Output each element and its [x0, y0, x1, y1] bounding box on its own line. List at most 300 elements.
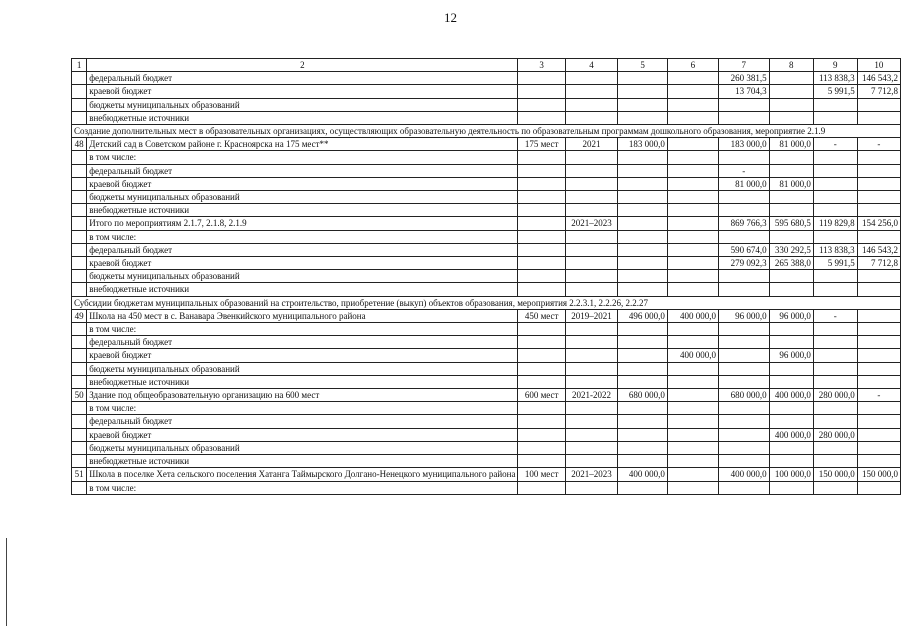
table-cell	[718, 349, 769, 362]
table-cell	[518, 177, 565, 190]
table-cell: 280 000,0	[813, 428, 857, 441]
budget-table	[71, 58, 901, 495]
table-cell	[813, 191, 857, 204]
table-cell: 280 000,0	[813, 389, 857, 402]
table-cell: 154 256,0	[857, 217, 900, 230]
table-cell	[769, 336, 813, 349]
table-cell	[667, 72, 718, 85]
table-cell	[518, 204, 565, 217]
table-row	[72, 111, 901, 124]
row-label: внебюджетные источники	[87, 111, 518, 124]
table-cell	[518, 349, 565, 362]
row-number	[72, 72, 87, 85]
table-cell	[857, 191, 900, 204]
table-cell	[565, 204, 618, 217]
table-cell	[565, 164, 618, 177]
table-cell: 496 000,0	[618, 309, 668, 322]
row-number	[72, 402, 87, 415]
table-cell	[769, 323, 813, 336]
table-cell	[618, 111, 668, 124]
table-cell	[565, 111, 618, 124]
table-cell	[518, 428, 565, 441]
table-cell	[618, 177, 668, 190]
table-cell: 680 000,0	[618, 389, 668, 402]
row-number	[72, 428, 87, 441]
table-cell	[857, 349, 900, 362]
row-label: краевой бюджет	[87, 428, 518, 441]
table-cell	[857, 164, 900, 177]
row-label: Школа на 450 мест в с. Ванавара Эвенкийского муниципального района	[87, 309, 518, 322]
table-cell	[769, 151, 813, 164]
row-number	[72, 217, 87, 230]
row-number	[72, 441, 87, 454]
table-cell	[813, 283, 857, 296]
table-cell	[565, 362, 618, 375]
section-row	[72, 125, 901, 138]
table-cell	[718, 270, 769, 283]
table-cell	[667, 151, 718, 164]
table-row	[72, 98, 901, 111]
table-cell	[565, 151, 618, 164]
table-cell: 183 000,0	[618, 138, 668, 151]
table-cell	[565, 191, 618, 204]
table-cell	[769, 204, 813, 217]
table-row	[72, 402, 901, 415]
table-cell	[667, 468, 718, 481]
row-label: краевой бюджет	[87, 85, 518, 98]
table-cell	[718, 375, 769, 388]
table-cell	[667, 257, 718, 270]
table-cell	[857, 428, 900, 441]
row-label: Детский сад в Советском районе г. Красноярска на 175 мест**	[87, 138, 518, 151]
row-label: внебюджетные источники	[87, 283, 518, 296]
table-cell	[857, 204, 900, 217]
table-cell: 146 543,2	[857, 72, 900, 85]
table-cell: 113 838,3	[813, 72, 857, 85]
row-number	[72, 230, 87, 243]
table-cell	[718, 415, 769, 428]
table-cell	[667, 164, 718, 177]
table-cell	[769, 270, 813, 283]
table-cell	[718, 283, 769, 296]
table-cell	[565, 243, 618, 256]
table-row	[72, 309, 901, 322]
table-cell: 450 мест	[518, 309, 565, 322]
table-row	[72, 257, 901, 270]
table-cell	[857, 481, 900, 494]
table-cell	[718, 151, 769, 164]
table-row	[72, 243, 901, 256]
table-row	[72, 85, 901, 98]
table-cell	[618, 441, 668, 454]
table-cell	[813, 336, 857, 349]
table-cell: 265 388,0	[769, 257, 813, 270]
row-label: в том числе:	[87, 481, 518, 494]
table-cell	[667, 402, 718, 415]
table-cell	[718, 455, 769, 468]
table-cell: 7 712,8	[857, 85, 900, 98]
row-number	[72, 323, 87, 336]
table-cell	[518, 191, 565, 204]
table-cell	[718, 323, 769, 336]
table-cell	[718, 98, 769, 111]
table-row	[72, 177, 901, 190]
table-row	[72, 151, 901, 164]
column-header: 2	[87, 59, 518, 72]
table-cell	[667, 98, 718, 111]
table-cell: 400 000,0	[667, 349, 718, 362]
row-label: внебюджетные источники	[87, 375, 518, 388]
table-cell: 150 000,0	[813, 468, 857, 481]
row-label: федеральный бюджет	[87, 164, 518, 177]
table-cell	[769, 98, 813, 111]
table-cell: 260 381,5	[718, 72, 769, 85]
table-cell: 2021–2023	[565, 468, 618, 481]
header-row	[72, 59, 901, 72]
table-cell	[618, 151, 668, 164]
row-number: 51	[72, 468, 87, 481]
table-cell	[518, 98, 565, 111]
row-number: 50	[72, 389, 87, 402]
row-number	[72, 204, 87, 217]
table-cell: 600 мест	[518, 389, 565, 402]
table-cell: 100 мест	[518, 468, 565, 481]
table-cell	[518, 402, 565, 415]
table-cell	[618, 98, 668, 111]
row-number	[72, 111, 87, 124]
table-cell	[769, 164, 813, 177]
table-row	[72, 468, 901, 481]
table-cell	[769, 230, 813, 243]
table-cell	[769, 283, 813, 296]
table-cell	[769, 441, 813, 454]
table-cell	[857, 336, 900, 349]
table-cell	[518, 217, 565, 230]
table-cell	[618, 323, 668, 336]
row-label: Школа в поселке Хета сельского поселения Хатанга Таймырского Долгано-Ненецкого муниципального района	[87, 468, 518, 481]
table-row	[72, 481, 901, 494]
table-cell	[518, 283, 565, 296]
table-cell	[857, 111, 900, 124]
row-label: в том числе:	[87, 402, 518, 415]
table-cell	[813, 441, 857, 454]
table-cell	[857, 98, 900, 111]
table-cell	[667, 375, 718, 388]
table-cell	[813, 177, 857, 190]
table-cell: -	[813, 138, 857, 151]
table-cell: 869 766,3	[718, 217, 769, 230]
table-cell	[813, 375, 857, 388]
row-number	[72, 85, 87, 98]
row-number	[72, 191, 87, 204]
table-cell	[565, 72, 618, 85]
table-cell	[667, 441, 718, 454]
table-row	[72, 415, 901, 428]
table-row	[72, 138, 901, 151]
table-cell	[618, 283, 668, 296]
table-cell: 113 838,3	[813, 243, 857, 256]
row-label: федеральный бюджет	[87, 243, 518, 256]
row-number	[72, 257, 87, 270]
row-number	[72, 336, 87, 349]
table-cell	[813, 151, 857, 164]
table-cell: 2021	[565, 138, 618, 151]
table-cell: 5 991,5	[813, 85, 857, 98]
row-label: в том числе:	[87, 323, 518, 336]
table-cell	[769, 362, 813, 375]
row-label: федеральный бюджет	[87, 415, 518, 428]
table-cell	[813, 230, 857, 243]
table-cell	[813, 415, 857, 428]
table-cell: 146 543,2	[857, 243, 900, 256]
table-row	[72, 164, 901, 177]
table-cell: 400 000,0	[667, 309, 718, 322]
table-cell	[718, 362, 769, 375]
table-cell: 680 000,0	[718, 389, 769, 402]
table-cell	[813, 455, 857, 468]
table-cell	[565, 257, 618, 270]
table-cell	[618, 349, 668, 362]
table-cell	[518, 455, 565, 468]
table-cell	[769, 375, 813, 388]
table-cell	[813, 402, 857, 415]
table-cell: 81 000,0	[769, 138, 813, 151]
table-cell: 96 000,0	[769, 349, 813, 362]
table-cell	[857, 151, 900, 164]
row-number	[72, 349, 87, 362]
table-row	[72, 336, 901, 349]
table-cell	[718, 191, 769, 204]
row-label: Здание под общеобразовательную организацию на 600 мест	[87, 389, 518, 402]
table-cell	[518, 85, 565, 98]
table-cell: -	[857, 138, 900, 151]
table-cell	[618, 243, 668, 256]
table-cell	[667, 481, 718, 494]
column-header: 6	[667, 59, 718, 72]
table-cell	[518, 151, 565, 164]
table-cell: 2021–2023	[565, 217, 618, 230]
table-row	[72, 191, 901, 204]
table-row	[72, 455, 901, 468]
table-cell	[518, 481, 565, 494]
table-cell: 400 000,0	[718, 468, 769, 481]
row-number	[72, 481, 87, 494]
table-cell	[565, 336, 618, 349]
table-cell	[769, 455, 813, 468]
table-cell	[518, 243, 565, 256]
table-cell: 330 292,5	[769, 243, 813, 256]
table-cell	[857, 402, 900, 415]
column-header: 3	[518, 59, 565, 72]
table-cell	[518, 270, 565, 283]
table-cell: 96 000,0	[718, 309, 769, 322]
table-cell	[667, 455, 718, 468]
row-label: краевой бюджет	[87, 177, 518, 190]
table-cell	[857, 362, 900, 375]
table-cell	[769, 481, 813, 494]
table-cell	[813, 349, 857, 362]
table-cell	[618, 257, 668, 270]
table-cell	[618, 217, 668, 230]
table-cell	[565, 230, 618, 243]
row-label: внебюджетные источники	[87, 455, 518, 468]
table-cell	[813, 111, 857, 124]
table-cell	[667, 283, 718, 296]
table-row	[72, 217, 901, 230]
table-row	[72, 389, 901, 402]
table-cell	[813, 98, 857, 111]
table-cell	[857, 441, 900, 454]
table-cell	[813, 362, 857, 375]
table-cell: -	[718, 164, 769, 177]
column-header: 8	[769, 59, 813, 72]
table-cell: 5 991,5	[813, 257, 857, 270]
row-label: Итого по мероприятиям 2.1.7, 2.1.8, 2.1.9	[87, 217, 518, 230]
table-row	[72, 283, 901, 296]
row-number	[72, 362, 87, 375]
row-label: бюджеты муниципальных образований	[87, 441, 518, 454]
table-cell	[667, 177, 718, 190]
table-cell	[565, 415, 618, 428]
table-cell	[857, 177, 900, 190]
table-cell: 183 000,0	[718, 138, 769, 151]
row-number: 49	[72, 309, 87, 322]
table-cell	[565, 98, 618, 111]
table-cell	[518, 336, 565, 349]
column-header: 1	[72, 59, 87, 72]
table-row	[72, 441, 901, 454]
table-cell	[667, 362, 718, 375]
row-label: бюджеты муниципальных образований	[87, 270, 518, 283]
table-cell	[565, 270, 618, 283]
table-cell	[769, 415, 813, 428]
row-label: бюджеты муниципальных образований	[87, 191, 518, 204]
row-number	[72, 455, 87, 468]
table-row	[72, 323, 901, 336]
row-label: краевой бюджет	[87, 349, 518, 362]
table-cell	[618, 415, 668, 428]
table-cell	[518, 111, 565, 124]
table-cell	[565, 85, 618, 98]
table-cell	[518, 441, 565, 454]
section-row	[72, 296, 901, 309]
column-header: 10	[857, 59, 900, 72]
table-cell	[857, 270, 900, 283]
table-cell	[667, 336, 718, 349]
table-cell	[565, 441, 618, 454]
table-cell: 175 мест	[518, 138, 565, 151]
table-row	[72, 362, 901, 375]
table-cell	[618, 362, 668, 375]
table-cell	[565, 428, 618, 441]
table-cell	[618, 428, 668, 441]
table-cell	[857, 283, 900, 296]
table-cell: 13 704,3	[718, 85, 769, 98]
table-cell: -	[813, 309, 857, 322]
table-cell	[667, 138, 718, 151]
table-cell	[565, 349, 618, 362]
row-number	[72, 164, 87, 177]
table-cell	[618, 455, 668, 468]
table-cell	[565, 177, 618, 190]
table-cell	[618, 336, 668, 349]
row-label: федеральный бюджет	[87, 336, 518, 349]
table-cell	[518, 362, 565, 375]
table-cell	[518, 375, 565, 388]
table-cell	[618, 85, 668, 98]
row-number	[72, 375, 87, 388]
section-title: Создание дополнительных мест в образовательных организациях, осуществляющих образовательную деятельность по образовательным программам дошкольного образования, мероприятие 2.1.9	[72, 125, 901, 138]
row-label: в том числе:	[87, 151, 518, 164]
table-cell	[667, 389, 718, 402]
table-cell	[667, 270, 718, 283]
table-cell: 400 000,0	[618, 468, 668, 481]
table-body	[72, 72, 901, 495]
table-cell	[813, 481, 857, 494]
table-cell	[718, 402, 769, 415]
table-cell	[565, 323, 618, 336]
row-number	[72, 177, 87, 190]
table-cell	[813, 204, 857, 217]
row-number	[72, 151, 87, 164]
table-cell	[667, 428, 718, 441]
table-cell	[718, 204, 769, 217]
table-cell	[857, 415, 900, 428]
table-cell	[813, 323, 857, 336]
row-label: федеральный бюджет	[87, 72, 518, 85]
row-number	[72, 98, 87, 111]
table-cell: 7 712,8	[857, 257, 900, 270]
table-cell	[667, 415, 718, 428]
row-number	[72, 270, 87, 283]
table-cell: 81 000,0	[718, 177, 769, 190]
table-cell	[857, 309, 900, 322]
column-header: 7	[718, 59, 769, 72]
table-cell	[857, 375, 900, 388]
column-header: 9	[813, 59, 857, 72]
table-cell	[565, 455, 618, 468]
table-cell	[667, 85, 718, 98]
row-label: в том числе:	[87, 230, 518, 243]
table-cell	[769, 72, 813, 85]
table-cell: 96 000,0	[769, 309, 813, 322]
table-cell: 2021-2022	[565, 389, 618, 402]
table-cell	[618, 481, 668, 494]
table-cell: 595 680,5	[769, 217, 813, 230]
table-cell	[718, 481, 769, 494]
table-cell	[769, 111, 813, 124]
table-cell	[667, 111, 718, 124]
margin-line	[6, 538, 7, 626]
row-label: бюджеты муниципальных образований	[87, 362, 518, 375]
row-label: внебюджетные источники	[87, 204, 518, 217]
table-cell: 2019–2021	[565, 309, 618, 322]
table-cell	[518, 257, 565, 270]
table-cell	[565, 283, 618, 296]
table-cell	[769, 402, 813, 415]
table-cell	[618, 270, 668, 283]
table-cell	[667, 243, 718, 256]
table-cell	[618, 72, 668, 85]
table-cell	[718, 230, 769, 243]
table-cell	[618, 191, 668, 204]
table-cell	[718, 441, 769, 454]
table-cell	[618, 204, 668, 217]
table-cell	[857, 323, 900, 336]
table-cell	[667, 230, 718, 243]
table-cell	[667, 217, 718, 230]
table-cell	[518, 230, 565, 243]
